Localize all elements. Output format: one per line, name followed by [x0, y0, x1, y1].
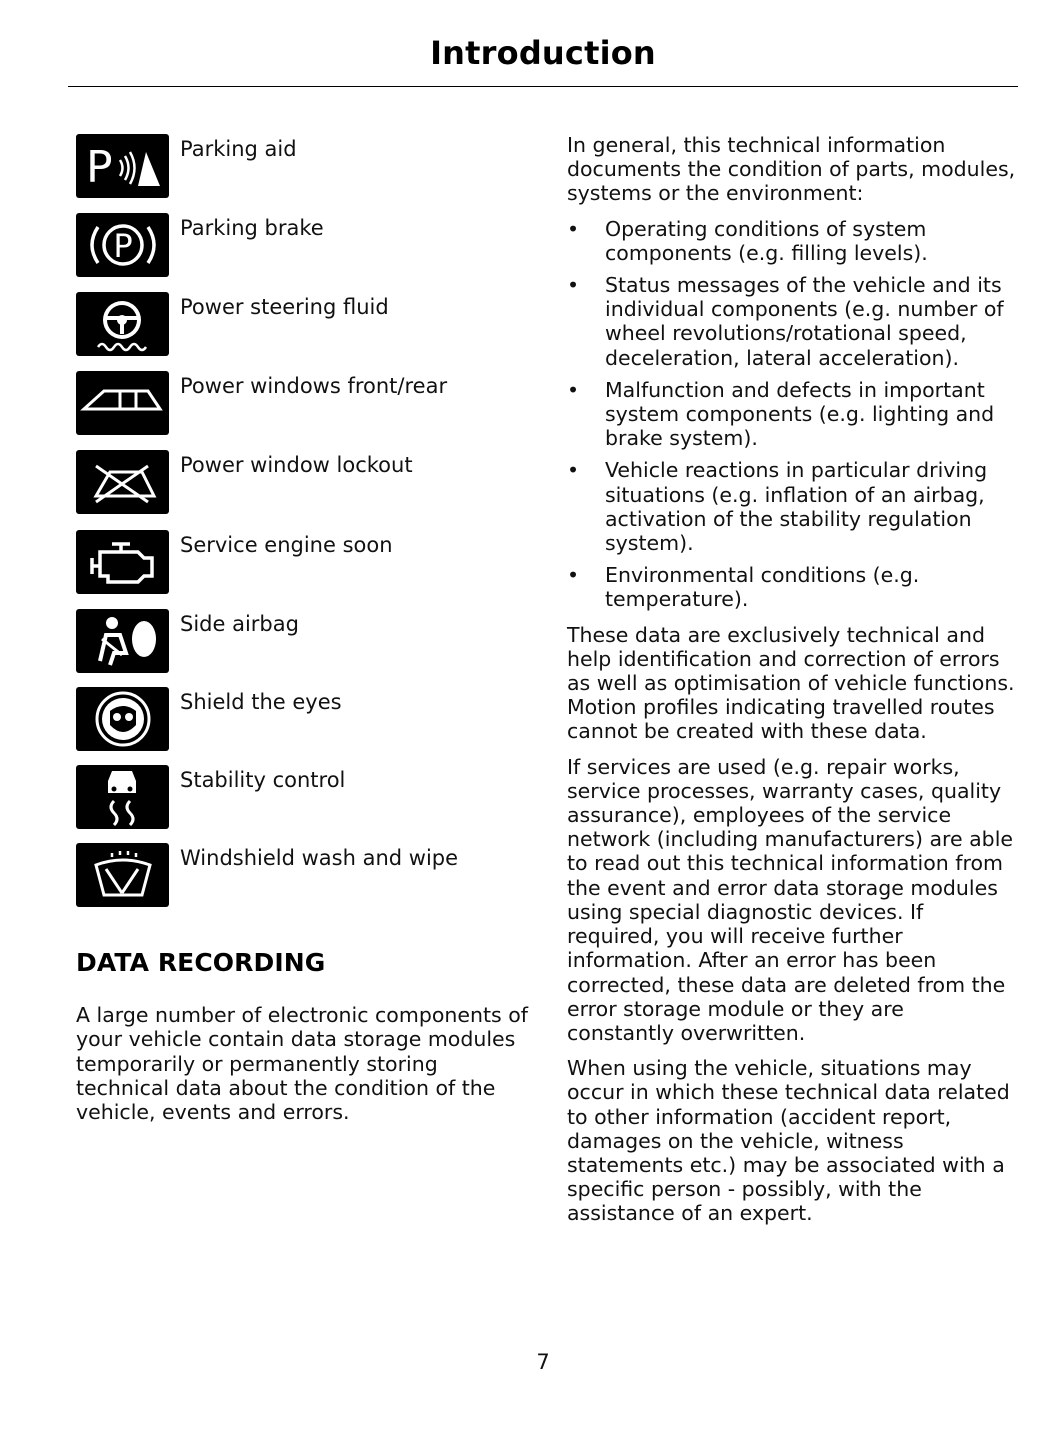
list-item: • Vehicle reactions in particular driving situations (e.g. inflation of an airbag, activation of the stability regulation system). — [567, 458, 988, 556]
paragraph-data-purpose: These data are exclusively technical and help identification and correction of errors as well as optimisation of vehicle functions. Motion profiles indicating travelled routes cannot be created with these data. — [567, 622, 1015, 744]
icon-row-service-engine-soon — [76, 530, 546, 594]
icon-label: Stability control — [180, 768, 346, 792]
bullet: • — [567, 216, 580, 241]
list-item: • Operating conditions of system components (e.g. filling levels). — [567, 216, 928, 265]
list-item: • Status messages of the vehicle and its individual components (e.g. number of wheel revolutions/rotational speed, deceleration, lateral acceleration). — [567, 273, 1004, 370]
list-item: • Malfunction and defects in important system components (e.g. lighting and brake system). — [567, 377, 995, 451]
parking-aid-icon — [76, 134, 169, 198]
icon-label: Parking brake — [180, 216, 324, 240]
svg-text:P: P — [86, 142, 113, 193]
windshield-wash-wipe-icon — [76, 843, 169, 907]
technical-info-list — [567, 217, 1017, 612]
icon-label: Power windows front/rear — [180, 374, 448, 398]
right-column — [567, 133, 1017, 1237]
service-engine-soon-icon — [76, 530, 169, 594]
paragraph-personal-association: When using the vehicle, situations may occur in which these technical data related to other information (accident report, damages on the vehicle, witness statements etc.) may be associated with a specific person - possibly, with the assistance of an expert. — [567, 1056, 1010, 1226]
icon-row-windshield-wash-wipe — [76, 843, 546, 907]
paragraph-services: If services are used (e.g. repair works, service processes, warranty cases, quality assurance), employees of the service network (including manufacturers) are able to read out this technical information from the event and error data storage modules using special diagnostic devices. If required, you will receive further information. After an error has been corrected, these data are deleted from the error storage module or they are constantly overwritten. — [567, 754, 1014, 1045]
icon-row-parking-aid — [76, 134, 546, 198]
icon-label: Windshield wash and wipe — [180, 846, 459, 870]
icon-row-parking-brake — [76, 213, 546, 277]
icon-label: Side airbag — [180, 612, 299, 636]
icon-row-power-windows — [76, 371, 546, 435]
page-title: Introduction — [430, 34, 656, 72]
icon-label: Power steering fluid — [180, 295, 389, 319]
icon-label: Power window lockout — [180, 453, 413, 477]
side-airbag-icon — [76, 609, 169, 673]
power-window-lockout-icon — [76, 450, 169, 514]
data-recording-intro: A large number of electronic components of your vehicle contain data storage modules temporarily or permanently storing technical data about the condition of the vehicle, events and errors. — [76, 1003, 528, 1125]
parking-brake-icon — [76, 213, 169, 277]
page-number: 7 — [536, 1350, 550, 1374]
technical-info-intro: In general, this technical information documents the condition of parts, modules, systems or the environment: — [567, 133, 1016, 206]
power-steering-fluid-icon — [76, 292, 169, 356]
icon-row-power-steering-fluid — [76, 292, 546, 356]
icon-row-power-window-lockout — [76, 450, 546, 514]
power-windows-icon — [76, 371, 169, 435]
icon-label: Shield the eyes — [180, 690, 342, 714]
icon-row-shield-eyes — [76, 687, 546, 751]
stability-control-icon — [76, 765, 169, 829]
list-item: • Environmental conditions (e.g. temperature). — [567, 563, 920, 612]
shield-eyes-icon — [76, 687, 169, 751]
icon-label: Service engine soon — [180, 533, 393, 557]
bullet: • — [567, 458, 580, 483]
bullet: • — [567, 273, 580, 298]
icon-row-side-airbag — [76, 609, 546, 673]
section-heading-data-recording: DATA RECORDING — [76, 948, 326, 977]
svg-text:P: P — [113, 227, 133, 265]
icon-label: Parking aid — [180, 137, 297, 161]
header-divider — [68, 86, 1018, 87]
bullet: • — [567, 377, 580, 402]
bullet: • — [567, 563, 580, 588]
icon-row-stability-control — [76, 765, 546, 829]
